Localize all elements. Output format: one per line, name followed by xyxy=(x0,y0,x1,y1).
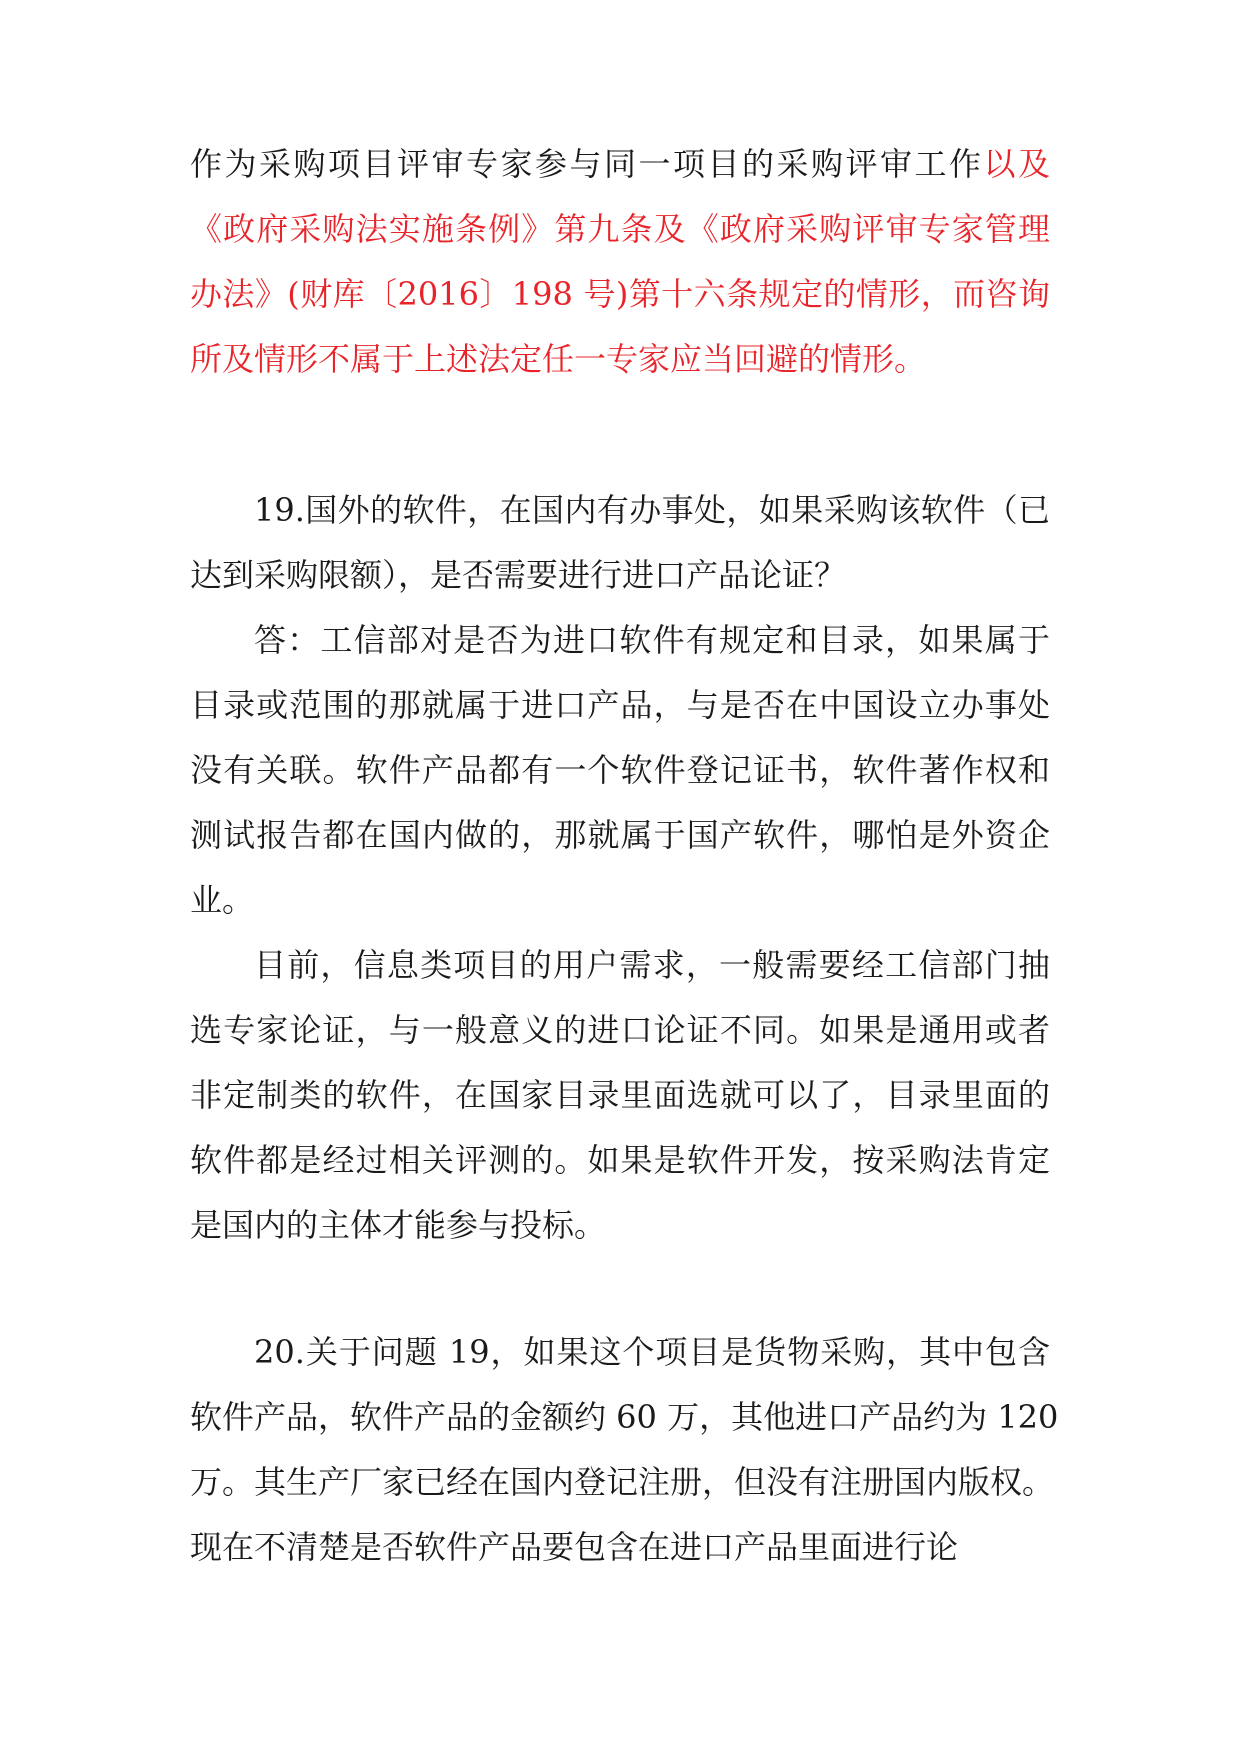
intro-red-line: 《政府采购法实施条例》第九条及《政府采购评审专家管理 xyxy=(190,210,1050,248)
answer-19-line: 没有关联。软件产品都有一个软件登记证书，软件著作权和 xyxy=(190,751,1050,789)
question-19-line: 达到采购限额），是否需要进行进口产品论证？ xyxy=(190,556,847,594)
intro-red-line: 办法》(财库〔2016〕198 号)第十六条规定的情形，而咨询 xyxy=(190,275,1050,313)
answer-19-line: 是国内的主体才能参与投标。 xyxy=(190,1206,607,1244)
intro-line-1-black: 作为采购项目评审专家参与同一项目的采购评审工作 xyxy=(190,145,984,183)
intro-paragraph xyxy=(190,132,1050,392)
question-19-line: 19.国外的软件，在国内有办事处，如果采购该软件（已 xyxy=(254,491,1050,529)
answer-19-line: 答：工信部对是否为进口软件有规定和目录，如果属于 xyxy=(254,621,1050,659)
intro-line-1-red: 以及 xyxy=(983,145,1050,183)
question-20 xyxy=(190,1320,1059,1580)
question-20-line: 软件产品，软件产品的金额约 60 万，其他进口产品约为 120 xyxy=(190,1398,1059,1436)
answer-19-paragraph-2 xyxy=(190,933,1050,1258)
answer-19-line: 软件都是经过相关评测的。如果是软件开发，按采购法肯定 xyxy=(190,1141,1050,1179)
question-20-line: 20.关于问题 19，如果这个项目是货物采购，其中包含 xyxy=(254,1333,1050,1371)
question-20-line: 现在不清楚是否软件产品要包含在进口产品里面进行论 xyxy=(190,1528,959,1566)
intro-line-1 xyxy=(190,132,1050,197)
answer-19-line: 选专家论证，与一般意义的进口论证不同。如果是通用或者 xyxy=(190,1011,1050,1049)
intro-red-line: 所及情形不属于上述法定任一专家应当回避的情形。 xyxy=(190,340,927,378)
answer-19-line: 业。 xyxy=(190,881,255,919)
answer-19-paragraph-1 xyxy=(190,608,1050,933)
question-19 xyxy=(190,478,1050,608)
answer-19-line: 非定制类的软件，在国家目录里面选就可以了，目录里面的 xyxy=(190,1076,1050,1114)
answer-19-line: 目录或范围的那就属于进口产品，与是否在中国设立办事处 xyxy=(190,686,1050,724)
answer-19-line: 目前，信息类项目的用户需求，一般需要经工信部门抽 xyxy=(254,946,1050,984)
answer-19-line: 测试报告都在国内做的，那就属于国产软件，哪怕是外资企 xyxy=(190,816,1050,854)
question-20-line: 万。其生产厂家已经在国内登记注册，但没有注册国内版权。 xyxy=(190,1463,1055,1501)
